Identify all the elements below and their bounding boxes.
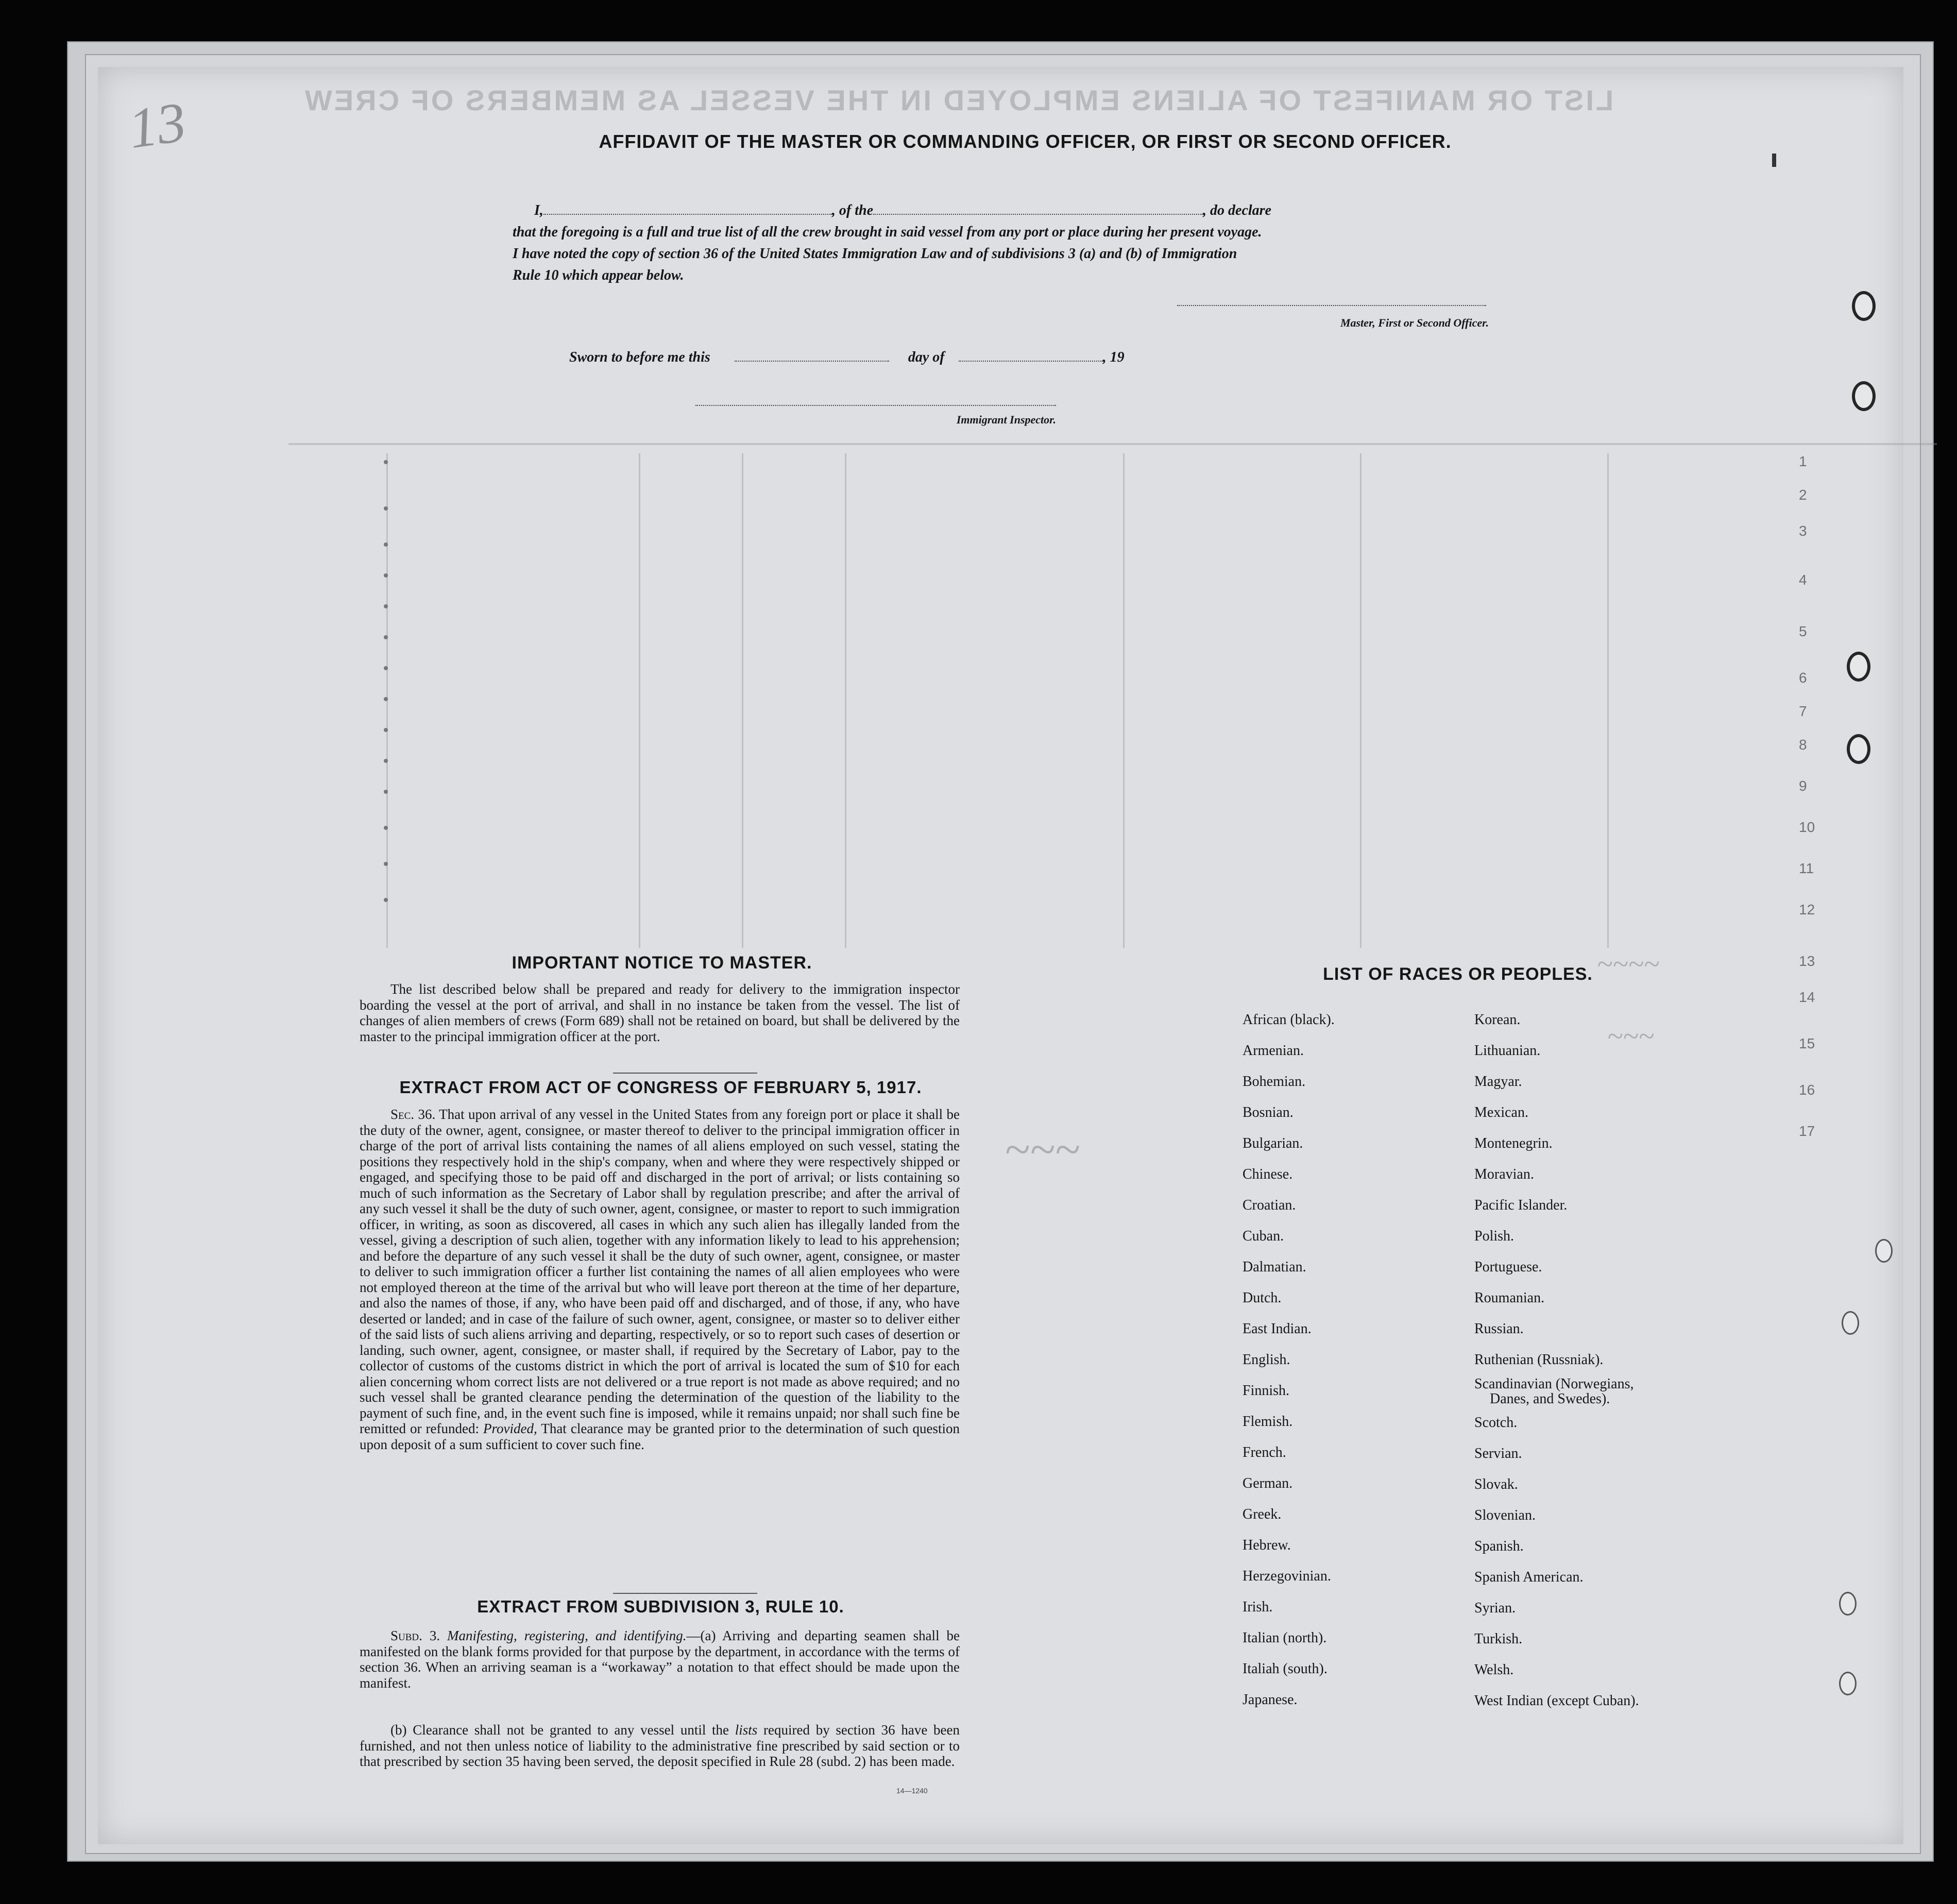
race-item: Magyar. (1474, 1074, 1522, 1090)
form-number: 14—1240 (896, 1787, 928, 1795)
margin-row-number: 8 (1799, 737, 1807, 753)
race-item: Roumanian. (1474, 1290, 1545, 1306)
margin-row-number: 1 (1799, 453, 1807, 469)
race-item: French. (1243, 1444, 1286, 1460)
binder-hole-icon (1839, 1672, 1857, 1695)
section-label: Sec. 36. (390, 1107, 436, 1122)
race-item: Moravian. (1474, 1166, 1534, 1182)
sworn-prefix: Sworn to before me this (569, 349, 710, 365)
bleed-through-dot (384, 506, 388, 511)
race-item: Italiah (south). (1243, 1661, 1328, 1677)
edge-tick-mark (1772, 154, 1776, 167)
divider-rule (613, 1073, 757, 1074)
binder-hole-icon (1875, 1239, 1893, 1263)
race-item: West Indian (except Cuban). (1474, 1693, 1639, 1709)
bleed-through-dot (384, 862, 388, 866)
races-heading: LIST OF RACES OR PEOPLES. (1323, 964, 1593, 984)
race-item: Slovenian. (1474, 1507, 1536, 1523)
race-item: Polish. (1474, 1228, 1514, 1244)
bleed-through-dot (384, 790, 388, 794)
bleed-through-column (1607, 453, 1609, 948)
divider-rule (613, 1593, 757, 1594)
signature-label: Master, First or Second Officer. (1340, 316, 1489, 329)
affidavit-declare: , do declare (1203, 202, 1271, 218)
subd-para-b-start: (b) Clearance shall not be granted to any vessel until the (390, 1722, 729, 1738)
margin-row-number: 3 (1799, 523, 1807, 539)
folio-number: 13 (124, 90, 190, 161)
bleed-through-dot (384, 460, 388, 464)
binder-ring-icon (1847, 652, 1870, 682)
bleed-through-handwriting: ~~~~ (1597, 948, 1660, 980)
margin-row-number: 17 (1799, 1123, 1815, 1139)
race-item: Pacific Islander. (1474, 1197, 1568, 1213)
bleed-through-dot (384, 697, 388, 701)
race-item-scandinavian (1474, 1375, 1722, 1407)
race-item: Chinese. (1243, 1166, 1293, 1182)
bleed-through-handwriting: ~~~ (1005, 1124, 1080, 1175)
race-item: Bohemian. (1243, 1074, 1306, 1090)
bleed-through-heading: LIST OR MANIFEST OF ALIENS EMPLOYED IN THE VESSEL AS MEMBERS OF CREW (302, 84, 1614, 116)
affidavit-i: I, (534, 202, 543, 218)
race-item: Cuban. (1243, 1228, 1284, 1244)
margin-row-number: 11 (1799, 860, 1814, 876)
rule-extract-heading: EXTRACT FROM SUBDIVISION 3, RULE 10. (477, 1597, 844, 1616)
race-item: Bulgarian. (1243, 1135, 1303, 1151)
subd-label: Subd. 3. (390, 1628, 440, 1643)
race-item: Greek. (1243, 1506, 1282, 1522)
race-item: Bosnian. (1243, 1104, 1294, 1120)
race-item: German. (1243, 1475, 1293, 1491)
race-item: Montenegrin. (1474, 1135, 1553, 1151)
bleed-through-dot (384, 635, 388, 639)
affidavit-of-the: , of the (831, 202, 874, 218)
affidavit-line-3: I have noted the copy of section 36 of the United States Immigration Law and of subdivisions 3 (a) and (b) of Immigration (513, 246, 1237, 262)
section-36-text-end: That clearance may be granted prior to the determination of such question upon deposit of a sum sufficient to cover such fine. (360, 1421, 960, 1452)
bleed-through-column (1123, 453, 1125, 948)
race-item: Mexican. (1474, 1104, 1528, 1120)
margin-row-number: 14 (1799, 989, 1815, 1005)
signature-blank (1177, 305, 1486, 306)
margin-row-number: 7 (1799, 703, 1807, 719)
race-item: Scotch. (1474, 1415, 1518, 1431)
sworn-month-blank (959, 348, 1103, 362)
race-item: East Indian. (1243, 1321, 1312, 1337)
bleed-through-rule (288, 443, 1937, 445)
race-item: Croatian. (1243, 1197, 1296, 1213)
race-item-line: Danes, and Swedes). (1490, 1391, 1610, 1407)
bleed-through-dot (384, 728, 388, 732)
race-item: Welsh. (1474, 1662, 1514, 1678)
race-item: Irish. (1243, 1599, 1273, 1615)
inspector-signature-blank (695, 405, 1056, 406)
margin-row-number: 5 (1799, 623, 1807, 639)
race-item: Finnish. (1243, 1383, 1290, 1399)
rule-extract-para-a (360, 1628, 960, 1691)
race-item: Servian. (1474, 1446, 1522, 1461)
bleed-through-dot (384, 542, 388, 547)
bleed-through-dot (384, 826, 388, 830)
affidavit-line-declare (513, 200, 1522, 222)
rule-extract-para-b (360, 1722, 960, 1770)
race-item: Spanish. (1474, 1538, 1524, 1554)
affidavit-line-4: Rule 10 which appear below. (513, 267, 684, 283)
affidavit-statement (513, 200, 1522, 286)
section-36-text: That upon arrival of any vessel in the United States from any foreign port or place it shall be the duty of the owner, agent, consignee, or master thereof to deliver to the principal immigration officer in charge of the port of arrival lists containing the names of all aliens employed on such vessel, stating the positions they respectively hold in the ship's company, when and where they were respectively shipped or engaged, and specifying those to be paid off and discharged in the port of arrival; or lists containing so much of such information as the Secretary of Labor shall by regulation prescribe; and after the arrival of any such vessel it shall be the duty of such owner, agent, consignee, or master to report to such immigration officer, in writing, as soon as discovered, all cases in which any such alien has illegally landed from the vessel, giving a description of such alien, together with any information likely to lead to his apprehension; and before the departure of any such vessel it shall be the duty of such owner, agent, consignee, or master to deliver to such immigration officer a further list containing the names of all alien employees who were not employed thereon at the time of the arrival but who will leave port thereon at the time of her departure, and also the names of those, if any, who have been paid off and discharged, and of those, if any, who have deserted or landed; and in case of the failure of such owner, agent, consignee, or master so to deliver either of the said lists of such aliens arriving and departing, respectively, or so to report such cases of desertion or landing, such owner, agent, consignee, or master shall, if required by the Secretary of Labor, pay to the collector of customs of the customs district in which the port of arrival is located the sum of $10 for each alien concerning whom correct lists are not delivered or a true report is not made as above required; and no such vessel shall be granted clearance pending the determination of the question of the liability to the payment of such fine, and, in the event such fine is imposed, while it remains unpaid; nor shall such fine be remitted or refunded: (360, 1107, 960, 1436)
race-item: Portuguese. (1474, 1259, 1542, 1275)
bleed-through-column (1360, 453, 1362, 948)
margin-row-number: 10 (1799, 819, 1815, 835)
margin-row-number: 6 (1799, 670, 1807, 686)
race-item: Turkish. (1474, 1631, 1523, 1647)
margin-row-number: 12 (1799, 902, 1815, 917)
race-item: Slovak. (1474, 1476, 1518, 1492)
margin-row-number: 15 (1799, 1035, 1815, 1051)
race-item: Ruthenian (Russniak). (1474, 1352, 1604, 1368)
sworn-day-blank (735, 348, 889, 362)
officer-name-blank (543, 201, 832, 215)
race-item: Spanish American. (1474, 1569, 1584, 1585)
margin-row-number: 4 (1799, 572, 1807, 588)
race-item: Syrian. (1474, 1600, 1516, 1616)
inspector-label: Immigrant Inspector. (956, 413, 1056, 426)
bleed-through-handwriting: ~~~ (1607, 1021, 1654, 1052)
bleed-through-column (845, 453, 846, 948)
subd-para-b-lists: lists (735, 1722, 758, 1738)
subd-para-a: —(a) Arriving and departing seamen shall be manifested on the blank forms provided for that purpose by the department, in accordance with the terms of section 36. When an arriving seaman is a “workaway” a notation to that effect should be made upon the manifest. (360, 1628, 960, 1691)
sworn-statement (569, 348, 1213, 366)
bleed-through-dot (384, 604, 388, 608)
race-item: Dutch. (1243, 1290, 1282, 1306)
race-item: English. (1243, 1352, 1290, 1368)
binder-ring-icon (1852, 291, 1876, 321)
margin-row-number: 16 (1799, 1082, 1815, 1098)
race-item: Italian (north). (1243, 1630, 1327, 1646)
bleed-through-column (639, 453, 640, 948)
act-extract-text (360, 1107, 960, 1452)
race-item: Herzegovinian. (1243, 1568, 1331, 1584)
races-left-column (1243, 1005, 1459, 1715)
binder-ring-icon (1852, 381, 1876, 411)
binder-hole-icon (1842, 1311, 1859, 1335)
race-item: Japanese. (1243, 1692, 1298, 1708)
binder-ring-icon (1847, 734, 1870, 764)
races-right-column (1474, 1005, 1722, 1716)
bleed-through-column (742, 453, 743, 948)
bleed-through-dot (384, 573, 388, 577)
race-item: Lithuanian. (1474, 1043, 1541, 1059)
race-item: Russian. (1474, 1321, 1524, 1337)
sworn-day-of: day of (908, 349, 945, 365)
bleed-through-dot (384, 666, 388, 670)
affidavit-title: AFFIDAVIT OF THE MASTER OR COMMANDING OFFICER, OR FIRST OR SECOND OFFICER. (599, 131, 1452, 152)
subd-para-b-end: required by section 36 have been furnished, and not then unless notice of liability to the administrative fine prescribed by said section or to that prescribed by section 35 having been served, the deposit specified in Rule 28 (subd. 2) has been made. (360, 1722, 960, 1769)
margin-row-number: 9 (1799, 778, 1807, 794)
provided-word: Provided, (483, 1421, 537, 1436)
race-item: Dalmatian. (1243, 1259, 1306, 1275)
notice-heading: IMPORTANT NOTICE TO MASTER. (512, 953, 812, 973)
affidavit-line-2: that the foregoing is a full and true list of all the crew brought in said vessel from any port or place during her present voyage. (513, 224, 1262, 240)
margin-row-number: 2 (1799, 487, 1807, 503)
binder-hole-icon (1839, 1592, 1857, 1616)
subd-title: Manifesting, registering, and identifying. (447, 1628, 687, 1643)
bleed-through-dot (384, 759, 388, 763)
race-item: Flemish. (1243, 1414, 1293, 1430)
race-item: Hebrew. (1243, 1537, 1291, 1553)
margin-row-number: 13 (1799, 953, 1815, 969)
vessel-name-blank (873, 201, 1203, 215)
sworn-year: , 19 (1102, 349, 1125, 365)
bleed-through-dot (384, 898, 388, 902)
race-item-line: Scandinavian (Norwegians, (1474, 1376, 1634, 1392)
notice-text: The list described below shall be prepared and ready for delivery to the immigration inspector boarding the vessel at the port of arrival, and shall in no instance be taken from the vessel. The list of changes of alien members of crews (Form 689) shall not be retained on board, but shall be delivered by the master to the principal immigration officer at the port. (360, 981, 960, 1044)
act-extract-heading: EXTRACT FROM ACT OF CONGRESS OF FEBRUARY 5, 1917. (399, 1078, 922, 1097)
race-item: Korean. (1474, 1012, 1521, 1028)
race-item: Armenian. (1243, 1043, 1304, 1059)
race-item: African (black). (1243, 1012, 1335, 1028)
